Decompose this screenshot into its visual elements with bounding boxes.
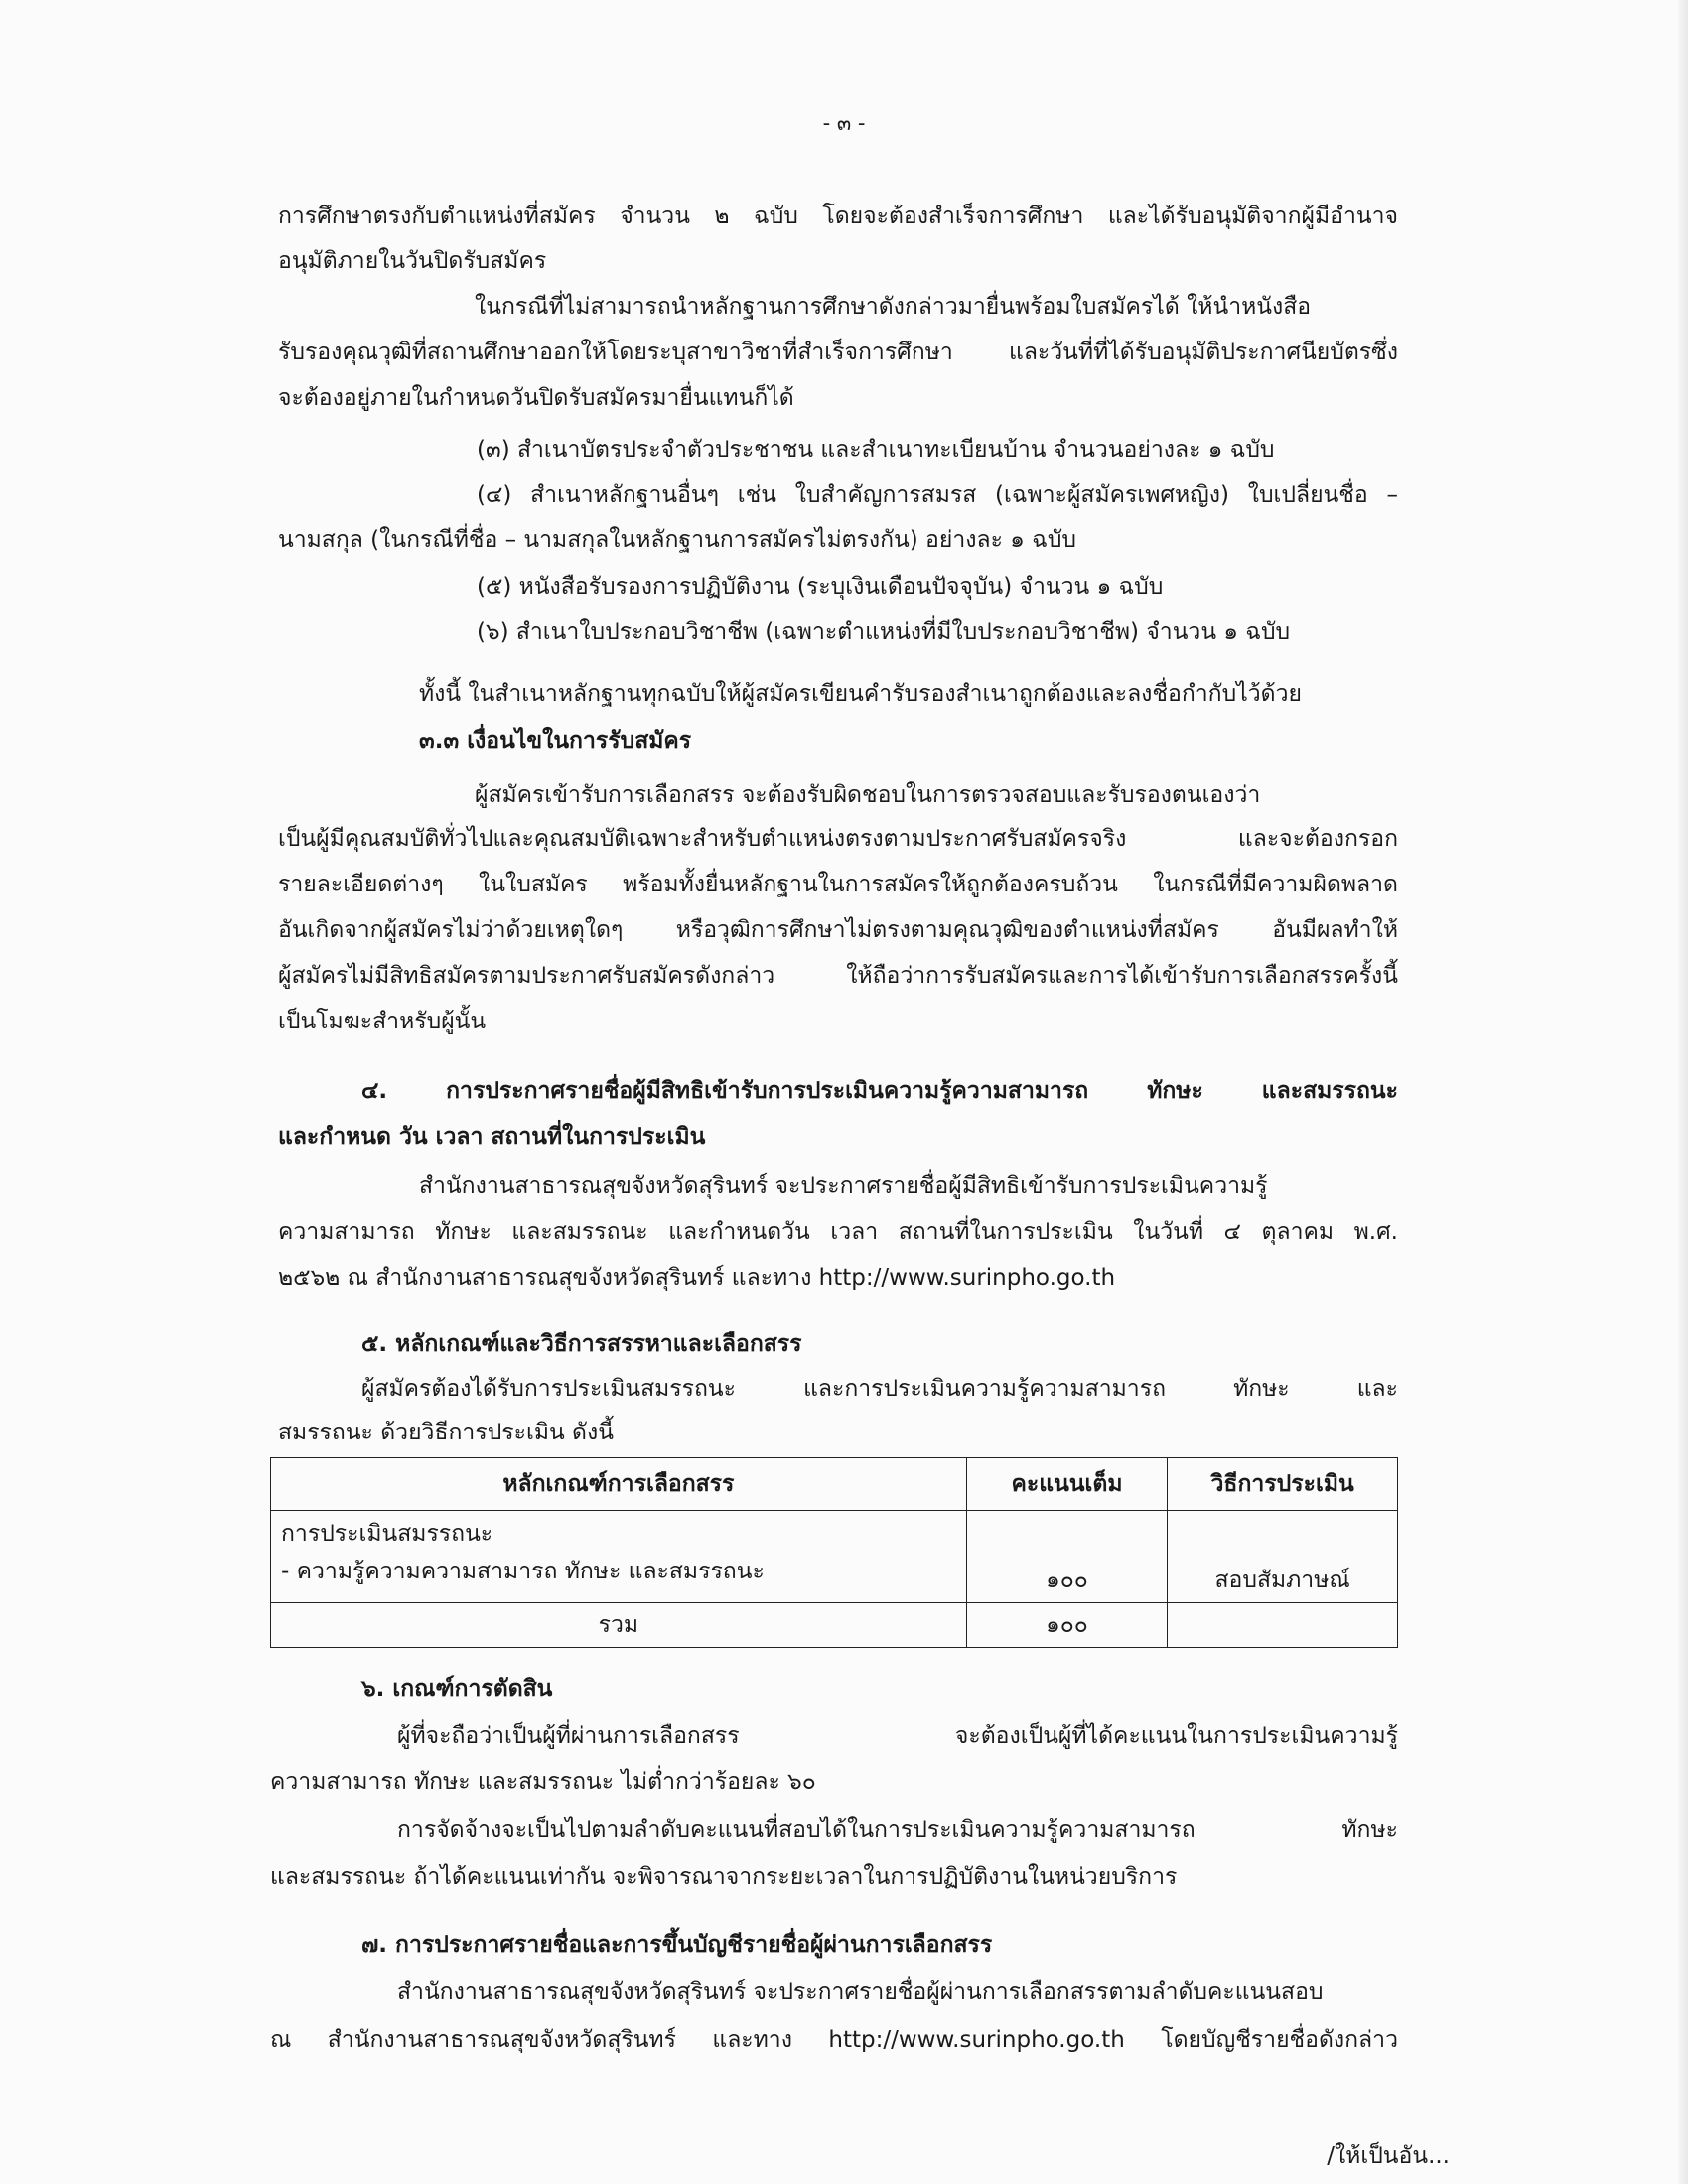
criteria-label: การประเมินสมรรถนะ — [281, 1521, 493, 1547]
continuation-marker: /ให้เป็นอัน... — [1327, 2143, 1450, 2169]
para-line: สำนักงานสาธารณสุขจังหวัดสุรินทร์ จะประกาศรายชื่อผู้มีสิทธิเข้ารับการประเมินความรู้ — [419, 1173, 1268, 1199]
criteria-table — [270, 1457, 1398, 1648]
table-row — [271, 1511, 1398, 1603]
page-number: - ๓ - — [822, 111, 866, 135]
section-heading-4: ๔. การประกาศรายชื่อผู้มีสิทธิเข้ารับการประเมินความรู้ความสามารถ ทักษะ และสมรรถนะ — [361, 1078, 1398, 1104]
table-cell — [271, 1511, 967, 1603]
total-label: รวม — [271, 1603, 967, 1648]
para-line: ณ สำนักงานสาธารณสุขจังหวัดสุรินทร์ และทาง http://www.surinpho.go.th โดยบัญชีรายชื่อดังกล่าว — [270, 2027, 1398, 2053]
table-header: คะแนนเต็ม — [966, 1458, 1167, 1511]
para-line: ความสามารถ ทักษะ และสมรรถนะ ไม่ต่ำกว่าร้อยละ ๖๐ — [270, 1769, 816, 1795]
para-line: อันเกิดจากผู้สมัครไม่ว่าด้วยเหตุใดๆ หรือวุฒิการศึกษาไม่ตรงตามคุณวุฒิของตำแหน่งที่สมัคร อันมีผลทำให้ — [278, 917, 1398, 943]
doc-item-4-cont: นามสกุล (ในกรณีที่ชื่อ – นามสกุลในหลักฐานการสมัครไม่ตรงกัน) อย่างละ ๑ ฉบับ — [278, 527, 1077, 553]
method-cell: สอบสัมภาษณ์ — [1168, 1511, 1398, 1603]
para-line: สำนักงานสาธารณสุขจังหวัดสุรินทร์ จะประกาศรายชื่อผู้ผ่านการเลือกสรรตามลำดับคะแนนสอบ — [397, 1979, 1324, 2005]
para-line: ผู้สมัครเข้ารับการเลือกสรร จะต้องรับผิดชอบในการตรวจสอบและรับรองตนเองว่า — [475, 782, 1261, 808]
table-header-row — [271, 1458, 1398, 1511]
doc-item-6: (๖) สำเนาใบประกอบวิชาชีพ (เฉพาะตำแหน่งที่มีใบประกอบวิชาชีพ) จำนวน ๑ ฉบับ — [477, 619, 1291, 645]
scan-edge — [1678, 0, 1688, 2184]
para-line: การจัดจ้างจะเป็นไปตามลำดับคะแนนที่สอบได้ในการประเมินความรู้ความสามารถ ทักษะ — [397, 1817, 1398, 1843]
para-line: เป็นโมฆะสำหรับผู้นั้น — [278, 1009, 487, 1034]
para-line: เป็นผู้มีคุณสมบัติทั่วไปและคุณสมบัติเฉพาะสำหรับตำแหน่งตรงตามประกาศรับสมัครจริง และจะต้องกรอก — [278, 826, 1398, 852]
doc-item-5: (๕) หนังสือรับรองการปฏิบัติงาน (ระบุเงินเดือนปัจจุบัน) จำนวน ๑ ฉบับ — [477, 574, 1164, 600]
section-heading-3-3: ๓.๓ เงื่อนไขในการรับสมัคร — [419, 728, 692, 753]
para-line: และสมรรถนะ ถ้าได้คะแนนเท่ากัน จะพิจารณาจากระยะเวลาในการปฏิบัติงานในหน่วยบริการ — [270, 1864, 1178, 1890]
para-line: ผู้สมัครต้องได้รับการประเมินสมรรถนะ และการประเมินความรู้ความสามารถ ทักษะ และ — [361, 1376, 1398, 1402]
para-line: รับรองคุณวุฒิที่สถานศึกษาออกให้โดยระบุสาขาวิชาที่สำเร็จการศึกษา และวันที่ที่ได้รับอนุมัติประกาศนียบัตรซึ่ง — [278, 340, 1398, 365]
table-cell-empty — [1168, 1603, 1398, 1648]
para-line: ในกรณีที่ไม่สามารถนำหลักฐานการศึกษาดังกล่าวมายื่นพร้อมใบสมัครได้ ให้นำหนังสือ — [475, 294, 1312, 320]
para-line: อนุมัติภายในวันปิดรับสมัคร — [278, 248, 547, 274]
total-score: ๑๐๐ — [966, 1603, 1167, 1648]
para-line: สมรรถนะ ด้วยวิธีการประเมิน ดังนี้ — [278, 1420, 614, 1445]
score-cell: ๑๐๐ — [966, 1511, 1167, 1603]
criteria-sub-label: - ความรู้ความความสามารถ ทักษะ และสมรรถนะ — [281, 1559, 765, 1584]
para-line: ความสามารถ ทักษะ และสมรรถนะ และกำหนดวัน เวลา สถานที่ในการประเมิน ในวันที่ ๔ ตุลาคม พ.ศ. — [278, 1219, 1398, 1245]
doc-item-3: (๓) สำเนาบัตรประจำตัวประชาชน และสำเนาทะเบียนบ้าน จำนวนอย่างละ ๑ ฉบับ — [477, 437, 1275, 463]
para-line: ผู้ที่จะถือว่าเป็นผู้ที่ผ่านการเลือกสรร จะต้องเป็นผู้ที่ได้คะแนนในการประเมินความรู้ — [397, 1723, 1398, 1749]
section-heading-4-cont: และกำหนด วัน เวลา สถานที่ในการประเมิน — [278, 1124, 706, 1150]
doc-note: ทั้งนี้ ในสำเนาหลักฐานทุกฉบับให้ผู้สมัครเขียนคำรับรองสำเนาถูกต้องและลงชื่อกำกับไว้ด้วย — [419, 681, 1303, 707]
table-total-row — [271, 1603, 1398, 1648]
doc-item-4: (๔) สำเนาหลักฐานอื่นๆ เช่น ใบสำคัญการสมรส (เฉพาะผู้สมัครเพศหญิง) ใบเปลี่ยนชื่อ – — [477, 482, 1398, 508]
para-line: ๒๕๖๒ ณ สำนักงานสาธารณสุขจังหวัดสุรินทร์ และทาง http://www.surinpho.go.th — [278, 1265, 1116, 1291]
para-line: การศึกษาตรงกับตำแหน่งที่สมัคร จำนวน ๒ ฉบับ โดยจะต้องสำเร็จการศึกษา และได้รับอนุมัติจากผู้มีอำนาจ — [278, 204, 1398, 229]
para-line: จะต้องอยู่ภายในกำหนดวันปิดรับสมัครมายื่นแทนก็ได้ — [278, 385, 794, 411]
table-header: วิธีการประเมิน — [1168, 1458, 1398, 1511]
para-line: รายละเอียดต่างๆ ในใบสมัคร พร้อมทั้งยื่นหลักฐานในการสมัครให้ถูกต้องครบถ้วน ในกรณีที่มีความผิดพลาด — [278, 872, 1398, 897]
section-heading-5: ๕. หลักเกณฑ์และวิธีการสรรหาและเลือกสรร — [361, 1331, 802, 1357]
table-header: หลักเกณฑ์การเลือกสรร — [271, 1458, 967, 1511]
section-heading-7: ๗. การประกาศรายชื่อและการขึ้นบัญชีรายชื่อผู้ผ่านการเลือกสรร — [361, 1932, 993, 1958]
section-heading-6: ๖. เกณฑ์การตัดสิน — [361, 1676, 553, 1702]
para-line: ผู้สมัครไม่มีสิทธิสมัครตามประกาศรับสมัครดังกล่าว ให้ถือว่าการรับสมัครและการได้เข้ารับการเลือกสรรครั้งนี้ — [278, 963, 1398, 989]
